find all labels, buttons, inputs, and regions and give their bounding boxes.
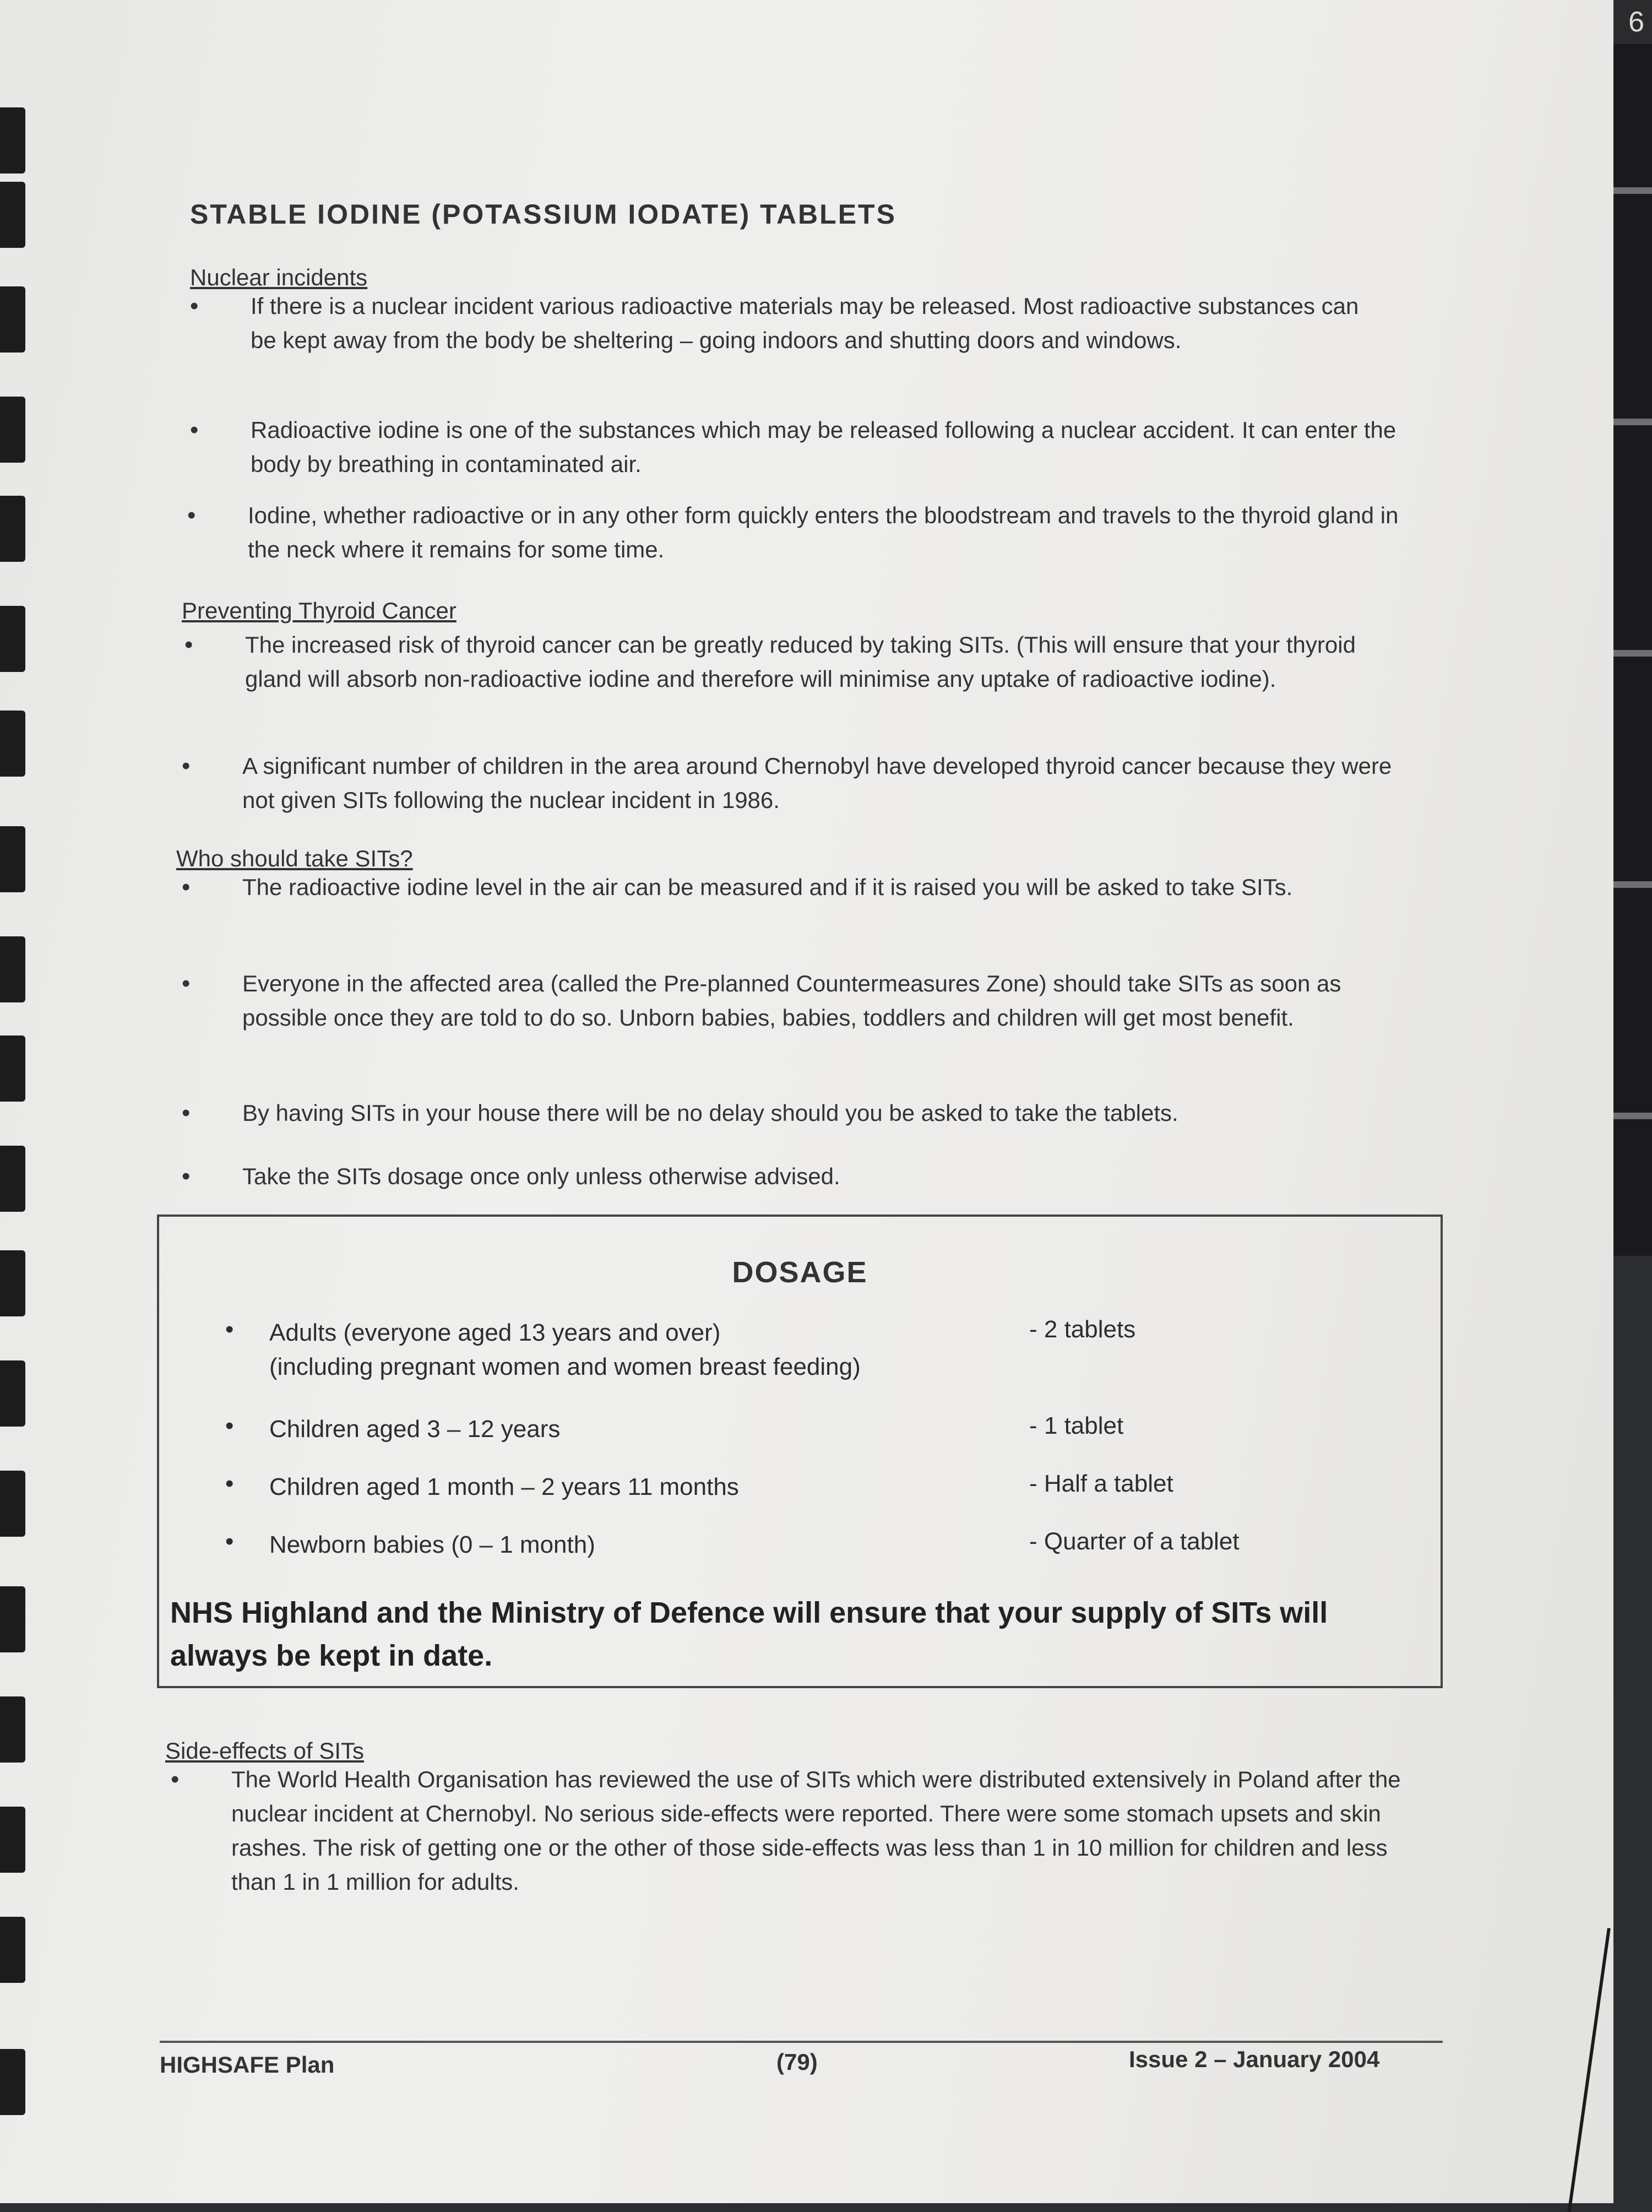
dosage-box [157,1215,1443,1688]
bullet-icon: • [182,752,191,779]
bullet-icon: • [225,1412,234,1439]
dosage-row [159,1316,1441,1387]
page-title: STABLE IODINE (POTASSIUM IODATE) TABLETS [190,199,896,230]
binding-hole [0,1807,25,1873]
list-item: • Radioactive iodine is one of the substances which may be released following a nuclear accident. It can enter the body by breathing in contaminated air. [251,413,1401,481]
list-item: • A significant number of children in the area around Chernobyl have developed thyroid cancer because they were not given SITs following the nuclear incident in 1986. [242,749,1410,817]
bullet-icon: • [182,874,191,901]
bullet-icon: • [190,292,199,319]
binding-hole [0,711,25,777]
dosage-amount: - 2 tablets [1029,1316,1136,1343]
torn-edge [1426,1908,1611,2212]
section-heading-preventing-thyroid-cancer: Preventing Thyroid Cancer [182,598,457,624]
dosage-group: Children aged 3 – 12 years [269,1416,561,1443]
binding-hole [0,1696,25,1763]
supply-note: NHS Highland and the Ministry of Defence will ensure that your supply of SITs will always be kept in date. [170,1596,1328,1672]
dosage-group: Adults (everyone aged 13 years and over) (including pregnant women and women breast feeding) [269,1319,861,1380]
bullet-icon: • [225,1470,234,1497]
bullet-icon: • [182,1099,191,1126]
binding-hole [0,286,25,353]
binding-hole [0,606,25,672]
binding-hole [0,2049,25,2115]
binding-hole [0,1035,25,1102]
bullet-icon: • [187,502,196,529]
dosage-amount: - 1 tablet [1029,1412,1124,1439]
binding-hole [0,1471,25,1537]
dosage-title: DOSAGE [732,1256,868,1289]
binding-hole [0,936,25,1002]
binding-hole [0,1917,25,1983]
binding-hole [0,826,25,892]
bullet-icon: • [182,970,191,997]
section-heading-nuclear-incidents: Nuclear incidents [190,264,368,290]
footer-page-number: (79) [776,2049,818,2075]
binding-hole [0,182,25,248]
binding-hole [0,107,25,174]
bullet-icon: • [171,1766,180,1793]
bullet-icon: • [225,1316,234,1343]
binding-hole [0,1146,25,1212]
bullet-icon: • [225,1528,234,1555]
binding-hole [0,397,25,463]
list-item: • Take the SITs dosage once only unless otherwise advised. [242,1159,1421,1194]
binding-hole [0,496,25,562]
list-item: • By having SITs in your house there will be no delay should you be asked to take the tablets. [242,1096,1421,1130]
bullet-icon: • [190,416,199,443]
footer-divider [160,2041,1443,2043]
list-item: • The radioactive iodine level in the air can be measured and if it is raised you will be asked to take SITs. [242,870,1415,904]
page-tab-number: 6 [1602,0,1652,44]
footer-issue: Issue 2 – January 2004 [1129,2046,1380,2072]
binding-hole [0,1586,25,1652]
footer-plan-name: HIGHSAFE Plan [160,2052,335,2078]
list-item: • Everyone in the affected area (called the Pre-planned Countermeasures Zone) should take SITs as soon as possible once they are told to do so. Unborn babies, babies, toddlers and children will get most benefit. [242,967,1421,1035]
dosage-group: Newborn babies (0 – 1 month) [269,1531,595,1558]
section-heading-who-should-take: Who should take SITs? [176,845,413,871]
binding-hole [0,1250,25,1316]
section-heading-side-effects: Side-effects of SITs [165,1738,365,1764]
list-item: • If there is a nuclear incident various radioactive materials may be released. Most radioactive substances can be kept away from the body be sheltering – going indoors and shutting doors and windows. [251,289,1374,357]
list-item: • Iodine, whether radioactive or in any other form quickly enters the bloodstream and travels to the thyroid gland in the neck where it remains for some time. [248,498,1404,567]
list-item: • The increased risk of thyroid cancer can be greatly reduced by taking SITs. (This will ensure that your thyroid gland will absorb non-radioactive iodine and therefore will minimise any uptake of radioactive iodine). [245,628,1407,696]
binding-hole [0,1360,25,1427]
dosage-amount: - Half a tablet [1029,1470,1173,1497]
dosage-group: Children aged 1 month – 2 years 11 months [269,1473,739,1500]
bullet-icon: • [182,1163,191,1190]
list-item: • The World Health Organisation has reviewed the use of SITs which were distributed extensively in Poland after the nuclear incident at Chernobyl. No serious side-effects were reported. There were some stomach upsets and skin rashes. The risk of getting one or the other of those side-effects was less than 1 in 10 million for children and less than 1 in 1 million for adults. [231,1763,1426,1899]
bullet-icon: • [184,631,193,658]
dosage-amount: - Quarter of a tablet [1029,1528,1240,1555]
laptop-keyboard-edge [1608,44,1652,1256]
